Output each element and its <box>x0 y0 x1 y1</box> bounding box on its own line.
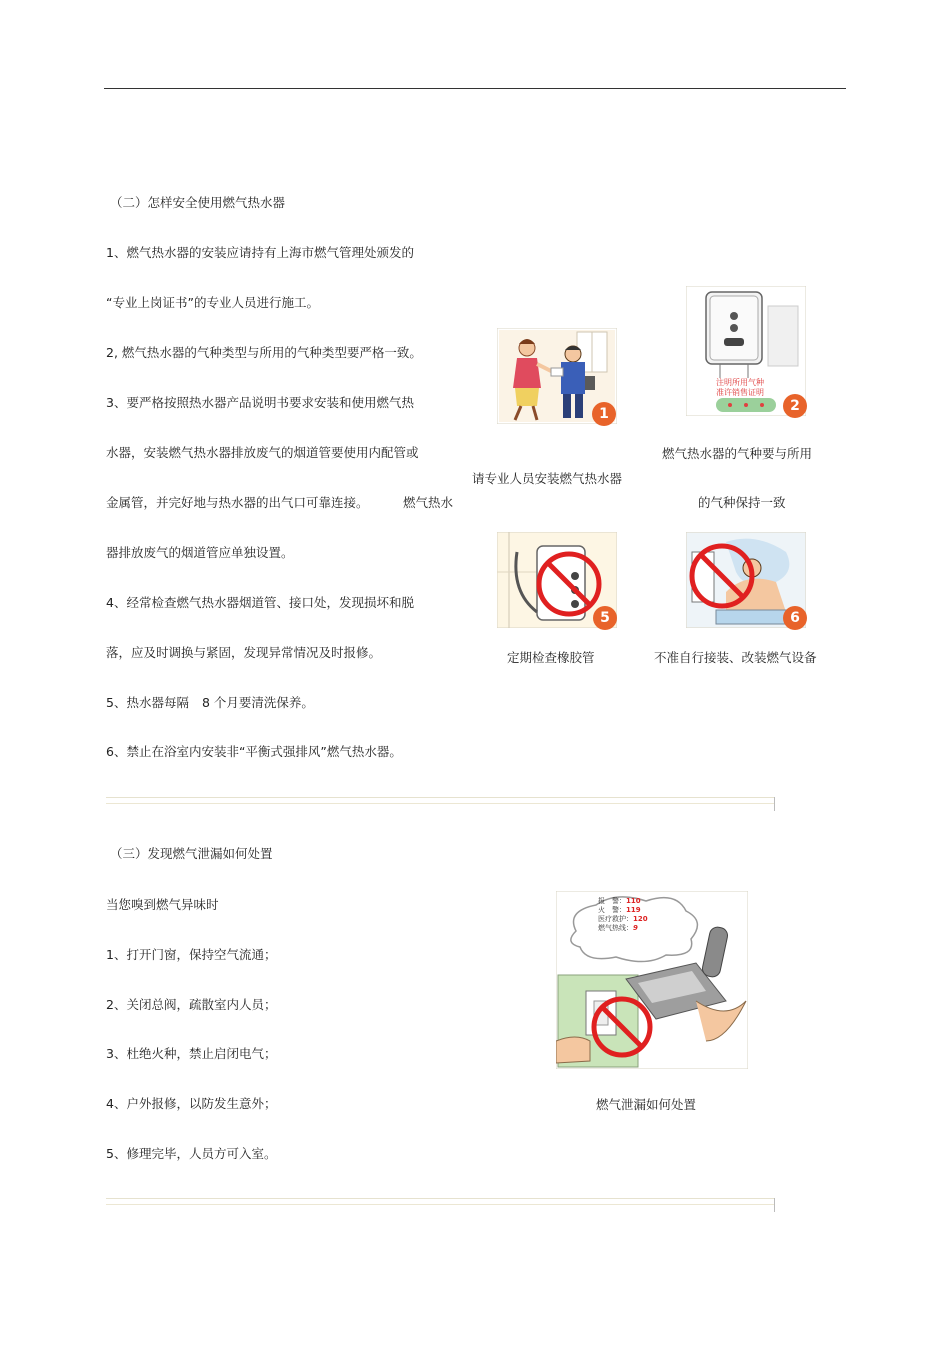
section3-heading: （三）发现燃气泄漏如何处置 <box>110 846 273 861</box>
figure-badge: 2 <box>783 394 807 418</box>
hotline-row: 报 警：110 <box>598 897 641 905</box>
section2-line: 1、燃气热水器的安装应请持有上海市燃气管理处颁发的 <box>106 245 414 260</box>
section2-line: 5、热水器每隔 <box>106 695 189 710</box>
section2-line: 燃气热水 <box>403 495 454 510</box>
figure-badge: 1 <box>592 402 616 426</box>
figure-caption: 的气种保持一致 <box>698 495 786 510</box>
section3-line: 1、打开门窗，保持空气流通； <box>106 947 277 962</box>
hotline-row: 医疗救护：120 <box>598 915 648 923</box>
hotline-row: 火 警：119 <box>598 906 641 914</box>
hotline-row: 燃气热线：9 <box>598 924 638 932</box>
section2-line: 2, 燃气热水器的气种类型与所用的气种类型要严格一致。 <box>106 345 422 360</box>
section3-line: 5、修理完毕，人员方可入室。 <box>106 1146 277 1161</box>
figure-gas-leak-illustration <box>556 891 748 1069</box>
header-rule <box>104 88 846 89</box>
section2-line: 4、经常检查燃气热水器烟道管、接口处，发现损坏和脱 <box>106 595 414 610</box>
section2-heading: （二）怎样安全使用燃气热水器 <box>110 195 286 210</box>
figure-caption: 请专业人员安装燃气热水器 <box>472 471 623 486</box>
section-divider <box>106 1198 775 1212</box>
figure-caption: 定期检查橡胶管 <box>507 650 595 665</box>
section2-line: “专业上岗证书”的专业人员进行施工。 <box>106 295 319 310</box>
section3-line: 2、关闭总阀，疏散室内人员； <box>106 997 277 1012</box>
figure-caption: 燃气泄漏如何处置 <box>596 1097 697 1112</box>
section2-line: 水器，安装燃气热水器排放废气的烟道管要使用内配管或 <box>106 445 419 460</box>
figure-label: 注明所用气种 <box>716 378 764 387</box>
section3-intro: 当您嗅到燃气异味时 <box>106 897 219 912</box>
section3-line: 4、户外报修，以防发生意外； <box>106 1096 277 1111</box>
figure-caption: 燃气热水器的气种要与所用 <box>662 446 813 461</box>
section-divider <box>106 797 775 811</box>
section2-line: 3、要严格按照热水器产品说明书要求安装和使用燃气热 <box>106 395 414 410</box>
figure-caption: 不准自行接装、改装燃气设备 <box>654 650 817 665</box>
section2-line: 金属管，并完好地与热水器的出气口可靠连接。 <box>106 495 369 510</box>
section2-line: 器排放废气的烟道管应单独设置。 <box>106 545 294 560</box>
section2-line: 落，应及时调换与紧固，发现异常情况及时报修。 <box>106 645 382 660</box>
section3-line: 3、杜绝火种，禁止启闭电气； <box>106 1046 277 1061</box>
figure-label: 准许销售证明 <box>716 388 764 397</box>
figure-badge: 5 <box>593 606 617 630</box>
section2-line: 8 个月要清洗保养。 <box>202 695 314 710</box>
figure-badge: 6 <box>783 606 807 630</box>
section2-line: 6、禁止在浴室内安装非“平衡式强排风”燃气热水器。 <box>106 744 402 759</box>
